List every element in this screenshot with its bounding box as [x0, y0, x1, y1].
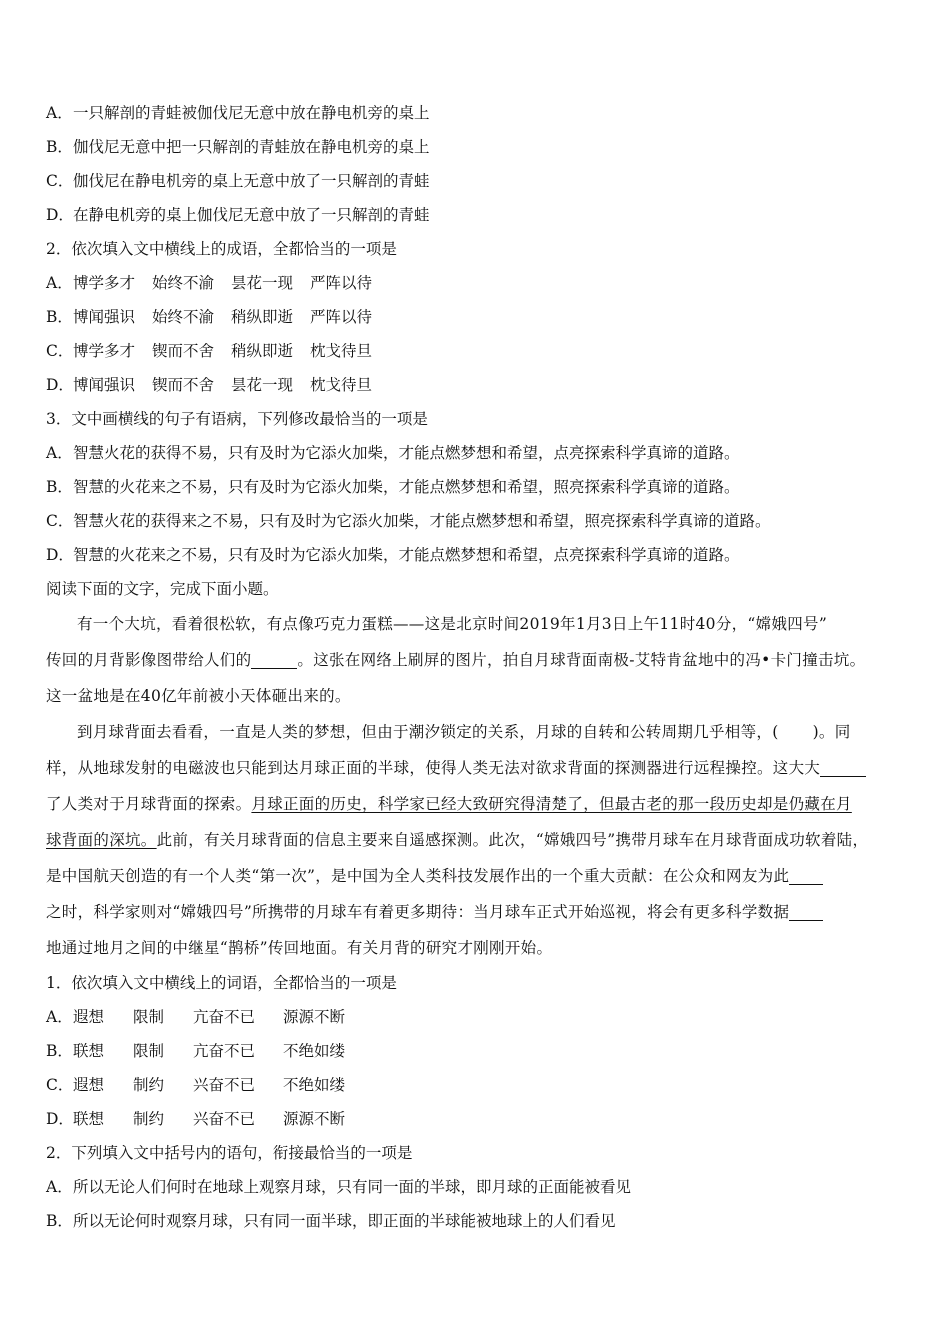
underlined-sentence: 球背面的深坑。	[46, 831, 157, 849]
passage-line: 球背面的深坑。此前，有关月球背面的信息主要来自遥感探测。此次，“嫦娥四号”携带月球车在月球背面成功软着陆，	[46, 831, 869, 849]
option-a: A．所以无论人们何时在地球上观察月球，只有同一面的半球，即月球的正面能被看见	[46, 1178, 632, 1196]
question-2-sentence	[46, 1136, 916, 1238]
question-stem: 2．下列填入文中括号内的语句，衔接最恰当的一项是	[46, 1144, 413, 1162]
option-d: D．联想 制约 兴奋不已 源源不断	[46, 1110, 346, 1128]
passage-line: 地通过地月之间的中继星“鹊桥”传回地面。有关月背的研究才刚刚开始。	[46, 939, 553, 957]
fill-blank	[789, 902, 823, 921]
option-c: C．智慧火花的获得来之不易，只有及时为它添火加柴，才能点燃梦想和希望，照亮探索科学真谛的道路。	[46, 512, 771, 530]
option-a: A．遐想 限制 亢奋不已 源源不断	[46, 1008, 346, 1026]
reading-instruction: 阅读下面的文字，完成下面小题。	[46, 580, 279, 598]
option-d: D．在静电机旁的桌上伽伐尼无意中放了一只解剖的青蛙	[46, 206, 430, 224]
option-c: C．伽伐尼在静电机旁的桌上无意中放了一只解剖的青蛙	[46, 172, 430, 190]
option-b: B．联想 限制 亢奋不已 不绝如缕	[46, 1042, 346, 1060]
question-stem: 1．依次填入文中横线上的词语，全都恰当的一项是	[46, 974, 397, 992]
underlined-sentence: 月球正面的历史，科学家已经大致研究得清楚了，但最古老的那一段历史却是仍藏在月	[251, 795, 852, 813]
question-stem: 3．文中画横线的句子有语病，下列修改最恰当的一项是	[46, 410, 428, 428]
option-c: C．博学多才 锲而不舍 稍纵即逝 枕戈待旦	[46, 342, 373, 360]
passage-line: 有一个大坑，看着很松软，有点像巧克力蛋糕——这是北京时间2019年1月3日上午11时40分，“嫦娥四号”	[77, 615, 828, 633]
question-1-words	[46, 966, 916, 1136]
prev-question-options	[46, 96, 916, 232]
fill-blank	[820, 758, 866, 777]
fill-blank	[251, 650, 297, 669]
passage-line: 之时，科学家则对“嫦娥四号”所携带的月球车有着更多期待：当月球车正式开始巡视，将会有更多科学数据	[46, 894, 916, 930]
passage-line: 样，从地球发射的电磁波也只能到达月球正面的半球，使得人类无法对欲求背面的探测器进行远程操控。这大大	[46, 750, 916, 786]
question-3	[46, 402, 916, 572]
passage-line: 这一盆地是在40亿年前被小天体砸出来的。	[46, 687, 351, 705]
option-d: D．博闻强识 锲而不舍 昙花一现 枕戈待旦	[46, 376, 373, 394]
passage-line: 传回的月背影像图带给人们的 。这张在网络上刷屏的图片，拍自月球背面南极-艾特肯盆地中的冯•卡门撞击坑。	[46, 651, 866, 669]
document-page	[46, 96, 916, 1238]
reading-passage	[46, 606, 916, 966]
option-c: C．遐想 制约 兴奋不已 不绝如缕	[46, 1076, 346, 1094]
option-a: A．一只解剖的青蛙被伽伐尼无意中放在静电机旁的桌上	[46, 104, 430, 122]
option-b: B．所以无论何时观察月球，只有同一面半球，即正面的半球能被地球上的人们看见	[46, 1212, 616, 1230]
option-b: B．博闻强识 始终不渝 稍纵即逝 严阵以待	[46, 308, 373, 326]
question-stem: 2．依次填入文中横线上的成语，全都恰当的一项是	[46, 240, 397, 258]
fill-blank	[789, 866, 823, 885]
passage-line: 到月球背面去看看，一直是人类的梦想，但由于潮汐锁定的关系，月球的自转和公转周期几乎相等，( )。同	[77, 723, 851, 741]
option-d: D．智慧的火花来之不易，只有及时为它添火加柴，才能点燃梦想和希望，点亮探索科学真谛的道路。	[46, 546, 740, 564]
option-a: A．智慧火花的获得不易，只有及时为它添火加柴，才能点燃梦想和希望，点亮探索科学真谛的道路。	[46, 444, 740, 462]
passage-line: 了人类对于月球背面的探索。月球正面的历史，科学家已经大致研究得清楚了，但最古老的那一段历史却是仍藏在月	[46, 795, 852, 813]
option-b: B．智慧的火花来之不易，只有及时为它添火加柴，才能点燃梦想和希望，照亮探索科学真谛的道路。	[46, 478, 740, 496]
option-a: A．博学多才 始终不渝 昙花一现 严阵以待	[46, 274, 373, 292]
option-b: B．伽伐尼无意中把一只解剖的青蛙放在静电机旁的桌上	[46, 138, 430, 156]
question-2-idioms	[46, 232, 916, 402]
passage-line: 是中国航天创造的有一个人类“第一次”，是中国为全人类科技发展作出的一个重大贡献：在公众和网友为此	[46, 858, 916, 894]
